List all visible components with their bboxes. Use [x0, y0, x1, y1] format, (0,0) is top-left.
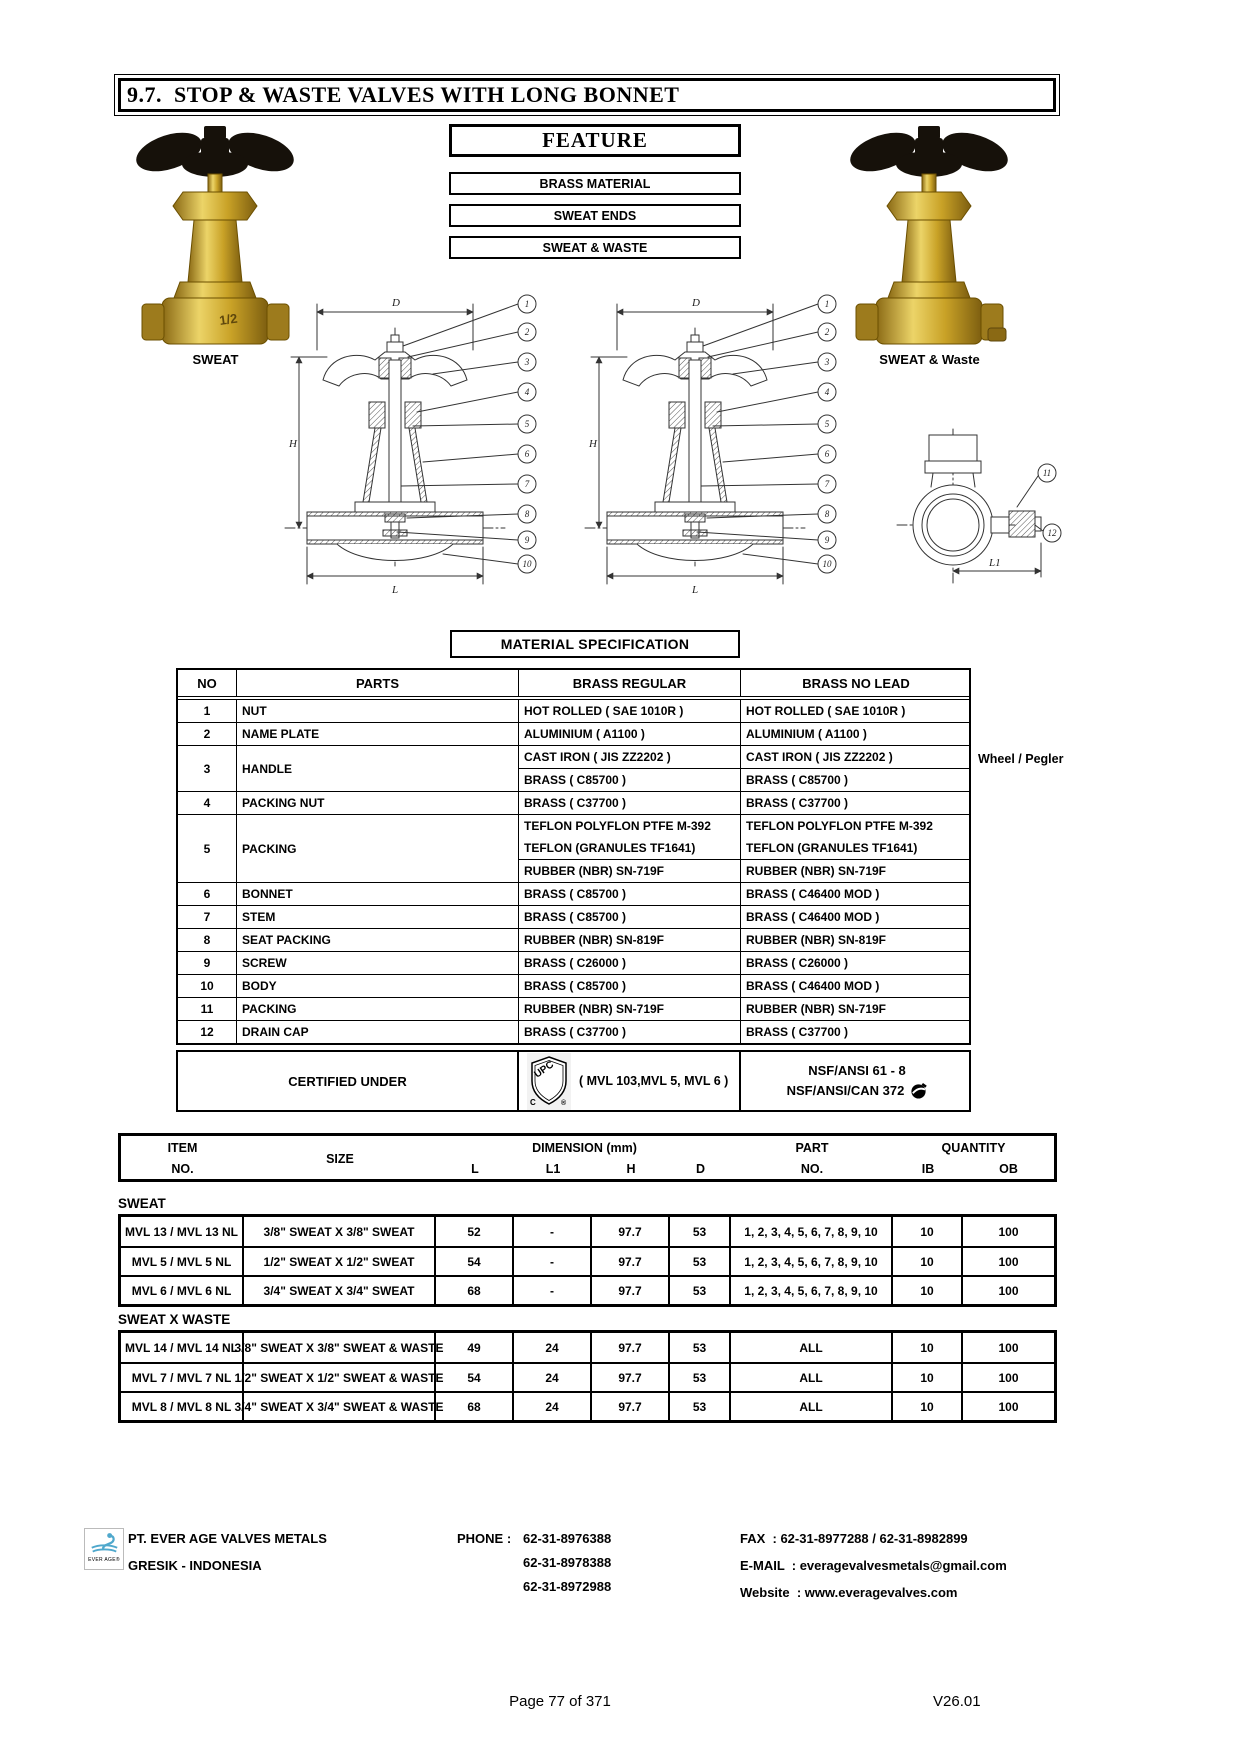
valve-diagram-sweat-waste	[545, 262, 855, 602]
material-line: RUBBER (NBR) SN-719F	[524, 1002, 665, 1016]
email-line: E-MAIL : everagevalvesmetals@gmail.com	[740, 1558, 1007, 1573]
callout-number: 1	[824, 299, 830, 309]
material-spec-row	[178, 722, 969, 745]
callout-number: 10	[522, 559, 532, 569]
part-number-cell: 2	[178, 723, 237, 745]
material-line: BRASS ( C46400 MOD )	[746, 979, 880, 993]
material-line: BRASS ( C85700 )	[746, 773, 849, 787]
fax-line: FAX : 62-31-8977288 / 62-31-8982899	[740, 1531, 968, 1546]
packing-nut	[887, 192, 971, 220]
material-line: BRASS ( C85700 )	[524, 773, 627, 787]
callout-number: 10	[822, 559, 832, 569]
material-brass-regular-cell	[519, 929, 741, 951]
callout-number: 7	[824, 479, 830, 489]
item-cell: 3/4" SWEAT X 3/4" SWEAT & WASTE	[244, 1393, 436, 1420]
item-cell: 53	[670, 1364, 731, 1391]
material-brass-no-lead-cell	[741, 998, 971, 1020]
material-brass-regular-cell	[519, 723, 741, 745]
callout-number: 2	[524, 327, 530, 337]
material-subrow	[741, 815, 971, 859]
material-spec-row	[178, 997, 969, 1020]
material-spec-row	[178, 1020, 969, 1043]
material-brass-no-lead-cell	[741, 746, 971, 791]
item-row	[121, 1246, 1054, 1275]
item-cell: MVL 14 / MVL 14 NL	[121, 1333, 244, 1362]
material-brass-no-lead-cell	[741, 975, 971, 997]
item-cell: 1/2" SWEAT X 1/2" SWEAT	[244, 1248, 436, 1275]
photo-label-sweat-waste: SWEAT & Waste	[879, 352, 980, 367]
feature-item: SWEAT & WASTE	[449, 236, 741, 259]
callout-number: 9	[524, 535, 530, 545]
material-brass-no-lead-cell	[741, 792, 971, 814]
part-name-cell: BONNET	[237, 883, 519, 905]
material-subrow	[519, 998, 740, 1020]
item-cell: 1, 2, 3, 4, 5, 6, 7, 8, 9, 10	[731, 1217, 893, 1246]
material-subrow	[519, 723, 740, 745]
callout-number: 11	[1042, 468, 1052, 478]
phone-number-list	[523, 1531, 611, 1603]
feature-item: SWEAT ENDS	[449, 204, 741, 227]
material-spec-row	[178, 700, 969, 722]
item-cell: 53	[670, 1393, 731, 1420]
callout-number: 12	[1047, 528, 1057, 538]
item-cell: 100	[998, 1370, 1019, 1385]
part-number-cell: 5	[178, 815, 237, 882]
item-table-sweat	[118, 1214, 1057, 1307]
material-line: BRASS ( C85700 )	[524, 979, 627, 993]
col-quantity: QUANTITY	[941, 1141, 1006, 1155]
dim-label-h: H	[589, 438, 597, 450]
material-spec-rows	[178, 700, 969, 1043]
nsf-mark-icon	[910, 1082, 927, 1099]
dim-label-d: D	[392, 297, 400, 309]
col-qty-ob: OB	[999, 1162, 1018, 1176]
col-part-no: NO.	[800, 1162, 824, 1176]
part-name-cell: BODY	[237, 975, 519, 997]
item-cell: -	[514, 1217, 592, 1246]
part-number-cell: 11	[178, 998, 237, 1020]
callout-number: 3	[524, 357, 530, 367]
item-cell: MVL 7 / MVL 7 NL	[121, 1364, 244, 1391]
material-line: ALUMINIUM ( A1100 )	[746, 727, 867, 741]
item-cell: 100	[998, 1254, 1019, 1269]
material-subrow	[741, 883, 971, 905]
upc-letters: UPC	[532, 1058, 557, 1080]
matspec-col-no: NO	[178, 670, 237, 696]
part-number-cell: 10	[178, 975, 237, 997]
item-cell: 68	[436, 1393, 514, 1420]
material-spec-row	[178, 882, 969, 905]
item-cell: MVL 8 / MVL 8 NL	[121, 1393, 244, 1420]
material-spec-row	[178, 905, 969, 928]
valve-size-marking: 1/2	[218, 310, 239, 328]
material-subrow	[519, 768, 740, 791]
item-cell: 97.7	[592, 1248, 670, 1275]
handwheel-black	[845, 125, 1012, 178]
material-subrow	[741, 723, 971, 745]
material-brass-no-lead-cell	[741, 723, 971, 745]
bonnet-collar	[888, 282, 970, 298]
material-line: BRASS ( C26000 )	[746, 956, 849, 970]
certification-strip	[176, 1050, 971, 1112]
item-cell: 53	[670, 1333, 731, 1362]
sweat-port-left	[142, 304, 164, 340]
material-subrow	[741, 998, 971, 1020]
material-subrow	[519, 746, 740, 768]
dim-label-l: L	[692, 584, 699, 596]
part-name-cell: HANDLE	[237, 746, 519, 791]
part-name-cell: NUT	[237, 700, 519, 722]
logo-caption: EVER AGE®	[88, 1557, 120, 1563]
item-row	[121, 1362, 1054, 1391]
item-cell: 68	[436, 1277, 514, 1304]
item-cell: ALL	[731, 1333, 893, 1362]
material-line: RUBBER (NBR) SN-819F	[746, 933, 887, 947]
material-brass-regular-cell	[519, 746, 741, 791]
part-number-cell: 9	[178, 952, 237, 974]
material-subrow	[741, 746, 971, 768]
material-spec-row	[178, 974, 969, 997]
cert-standard: NSF/ANSI/CAN 372	[786, 1083, 905, 1098]
part-name-cell: PACKING	[237, 998, 519, 1020]
item-cell: 1, 2, 3, 4, 5, 6, 7, 8, 9, 10	[731, 1277, 893, 1304]
part-name-cell: SCREW	[237, 952, 519, 974]
item-cell: 24	[514, 1364, 592, 1391]
material-subrow	[519, 792, 740, 814]
material-line: BRASS ( C46400 MOD )	[746, 887, 880, 901]
upc-shield-icon	[527, 1053, 571, 1110]
dim-label-l1: L1	[989, 557, 1001, 569]
part-number-cell: 7	[178, 906, 237, 928]
item-cell: -	[514, 1277, 592, 1304]
material-subrow	[741, 700, 971, 722]
material-line: TEFLON (GRANULES TF1641)	[746, 841, 918, 855]
valve-stem	[922, 174, 936, 192]
item-cell: MVL 6 / MVL 6 NL	[121, 1277, 244, 1304]
material-spec-row	[178, 814, 969, 882]
callout-number: 5	[524, 419, 530, 429]
dim-label-l: L	[392, 584, 399, 596]
material-spec-row	[178, 745, 969, 791]
waste-drain-cap	[988, 328, 1006, 341]
item-cell: 10	[893, 1277, 963, 1304]
part-name-cell: NAME PLATE	[237, 723, 519, 745]
certification-standards-cell	[741, 1052, 973, 1110]
item-cell: 10	[893, 1217, 963, 1246]
item-cell: 54	[436, 1364, 514, 1391]
item-cell: 3/8" SWEAT X 3/8" SWEAT & WASTE	[244, 1333, 436, 1362]
material-brass-regular-cell	[519, 700, 741, 722]
matspec-col-parts: PARTS	[237, 670, 519, 696]
item-row	[121, 1275, 1054, 1304]
part-number-cell: 8	[178, 929, 237, 951]
material-subrow	[519, 906, 740, 928]
item-cell: 54	[436, 1248, 514, 1275]
item-table-header	[118, 1133, 1057, 1182]
material-line: ALUMINIUM ( A1100 )	[524, 727, 645, 741]
phone-number: 62-31-8978388	[523, 1555, 612, 1570]
material-spec-row	[178, 928, 969, 951]
item-row	[121, 1333, 1054, 1362]
material-line: TEFLON POLYFLON PTFE M-392	[746, 819, 933, 833]
callout-number: 9	[824, 535, 830, 545]
callout-number: 6	[524, 449, 530, 459]
material-line: BRASS ( C85700 )	[524, 910, 627, 924]
matspec-col-brass-no-lead: BRASS NO LEAD	[802, 675, 910, 691]
item-cell: 53	[670, 1248, 731, 1275]
part-name-cell: STEM	[237, 906, 519, 928]
feature-panel	[449, 124, 741, 268]
item-cell: -	[514, 1248, 592, 1275]
material-subrow	[519, 883, 740, 905]
material-brass-no-lead-cell	[741, 906, 971, 928]
item-cell: MVL 5 / MVL 5 NL	[121, 1248, 244, 1275]
col-item: ITEM	[167, 1141, 198, 1155]
col-dim-l1: L1	[545, 1162, 561, 1176]
material-line: RUBBER (NBR) SN-719F	[746, 864, 887, 878]
callout-number: 8	[824, 509, 830, 519]
material-brass-regular-cell	[519, 952, 741, 974]
col-dim-h: H	[626, 1162, 636, 1176]
wheel-pegler-note: Wheel / Pegler	[978, 752, 1064, 766]
material-spec-table	[176, 668, 971, 1045]
material-subrow	[741, 929, 971, 951]
material-brass-regular-cell	[519, 906, 741, 928]
cert-standard: NSF/ANSI 61 - 8	[808, 1063, 906, 1078]
material-subrow	[519, 700, 740, 722]
item-cell: 24	[514, 1393, 592, 1420]
material-subrow	[519, 975, 740, 997]
material-subrow	[519, 1021, 740, 1043]
material-brass-no-lead-cell	[741, 883, 971, 905]
callout-number: 2	[824, 327, 830, 337]
item-cell: 100	[998, 1340, 1019, 1355]
material-brass-regular-cell	[519, 998, 741, 1020]
material-spec-row	[178, 791, 969, 814]
callout-number: 4	[824, 387, 830, 397]
certified-models: ( MVL 103,MVL 5, MVL 6 )	[579, 1074, 729, 1088]
material-subrow	[741, 906, 971, 928]
item-cell: 3/8" SWEAT X 3/8" SWEAT	[244, 1217, 436, 1246]
valve-photo-sweat-waste-image	[842, 112, 1017, 352]
item-cell: 53	[670, 1217, 731, 1246]
item-cell: 10	[893, 1333, 963, 1362]
material-subrow	[519, 952, 740, 974]
item-row	[121, 1391, 1054, 1420]
material-line: BRASS ( C85700 )	[524, 887, 627, 901]
material-line: BRASS ( C46400 MOD )	[746, 910, 880, 924]
item-cell: 52	[436, 1217, 514, 1246]
dim-label-d: D	[692, 297, 700, 309]
bonnet-collar	[174, 282, 256, 298]
material-brass-regular-cell	[519, 792, 741, 814]
callout-number: 3	[824, 357, 830, 367]
col-part: PART	[795, 1141, 829, 1155]
material-subrow	[741, 952, 971, 974]
phone-number: 62-31-8976388	[523, 1531, 612, 1546]
col-dim-d: D	[695, 1162, 706, 1176]
dim-label-h: H	[289, 438, 297, 450]
material-line: BRASS ( C37700 )	[746, 796, 849, 810]
certified-under-label: CERTIFIED UNDER	[178, 1052, 519, 1110]
packing-nut	[173, 192, 257, 220]
upc-c-mark: C	[530, 1097, 536, 1106]
part-name-cell: DRAIN CAP	[237, 1021, 519, 1043]
part-number-cell: 12	[178, 1021, 237, 1043]
section-label-sweat: SWEAT	[118, 1196, 166, 1211]
item-row	[121, 1217, 1054, 1246]
feature-item: BRASS MATERIAL	[449, 172, 741, 195]
material-line: BRASS ( C37700 )	[746, 1025, 849, 1039]
material-line: BRASS ( C37700 )	[524, 1025, 627, 1039]
item-cell: 49	[436, 1333, 514, 1362]
valve-body	[876, 298, 982, 344]
feature-heading: FEATURE	[449, 124, 741, 157]
callout-number: 7	[524, 479, 530, 489]
material-subrow	[519, 859, 740, 882]
item-cell: 10	[893, 1393, 963, 1420]
item-cell: 97.7	[592, 1333, 670, 1362]
material-subrow	[741, 1021, 971, 1043]
valve-stem	[208, 174, 222, 192]
col-dim-l: L	[471, 1162, 479, 1176]
material-brass-no-lead-cell	[741, 700, 971, 722]
item-cell: 1/2" SWEAT X 1/2" SWEAT & WASTE	[244, 1364, 436, 1391]
material-brass-regular-cell	[519, 1021, 741, 1043]
material-subrow	[741, 975, 971, 997]
material-brass-regular-cell	[519, 815, 741, 882]
handwheel-black	[131, 125, 298, 178]
material-subrow	[741, 792, 971, 814]
item-cell: MVL 13 / MVL 13 NL	[121, 1217, 244, 1246]
item-cell: 97.7	[592, 1364, 670, 1391]
item-cell: 97.7	[592, 1393, 670, 1420]
col-qty-ib: IB	[921, 1162, 935, 1176]
feature-item-list	[449, 172, 741, 259]
company-name: PT. EVER AGE VALVES METALS	[128, 1531, 327, 1546]
item-cell: 53	[670, 1277, 731, 1304]
material-brass-no-lead-cell	[741, 929, 971, 951]
col-dimension: DIMENSION (mm)	[532, 1141, 637, 1155]
item-cell: 100	[998, 1224, 1019, 1239]
callout-number: 6	[824, 449, 830, 459]
material-line: BRASS ( C37700 )	[524, 796, 627, 810]
callout-number: 5	[824, 419, 830, 429]
material-subrow	[741, 768, 971, 791]
item-cell: 97.7	[592, 1217, 670, 1246]
item-cell: 100	[998, 1399, 1019, 1414]
material-line: CAST IRON ( JIS ZZ2202 )	[524, 750, 671, 764]
material-subrow	[519, 815, 740, 859]
material-line: BRASS ( C26000 )	[524, 956, 627, 970]
page-title: 9.7. STOP & WASTE VALVES WITH LONG BONNET	[118, 78, 1056, 112]
company-city: GRESIK - INDONESIA	[128, 1558, 262, 1573]
material-spec-heading: MATERIAL SPECIFICATION	[450, 630, 740, 658]
version-label: V26.01	[933, 1693, 981, 1710]
item-cell: 1, 2, 3, 4, 5, 6, 7, 8, 9, 10	[731, 1248, 893, 1275]
long-bonnet	[902, 220, 956, 282]
part-number-cell: 4	[178, 792, 237, 814]
valve-photo-sweat-waste	[842, 112, 1017, 352]
item-table-sweat-x-waste	[118, 1330, 1057, 1423]
matspec-col-brass-regular: BRASS REGULAR	[519, 670, 741, 696]
col-item-no: NO.	[171, 1162, 194, 1176]
material-line: RUBBER (NBR) SN-819F	[524, 933, 665, 947]
material-brass-no-lead-cell	[741, 1021, 971, 1043]
material-spec-row	[178, 951, 969, 974]
part-name-cell: PACKING NUT	[237, 792, 519, 814]
item-cell: ALL	[731, 1364, 893, 1391]
part-number-cell: 3	[178, 746, 237, 791]
valve-diagram-sweat	[245, 262, 555, 602]
material-subrow	[741, 859, 971, 882]
item-section-sweat	[118, 1196, 1057, 1307]
material-line: TEFLON POLYFLON PTFE M-392	[524, 819, 711, 833]
page-number: Page 77 of 371	[509, 1693, 611, 1710]
material-line: HOT ROLLED ( SAE 1010R )	[524, 704, 684, 718]
item-cell: ALL	[731, 1393, 893, 1420]
callout-number: 1	[524, 299, 530, 309]
item-cell: 100	[998, 1283, 1019, 1298]
material-line: CAST IRON ( JIS ZZ2202 )	[746, 750, 893, 764]
material-spec-header-row	[178, 670, 969, 700]
side-view-diagram	[895, 425, 1065, 595]
part-name-cell: PACKING	[237, 815, 519, 882]
material-brass-no-lead-cell	[741, 815, 971, 882]
ever-age-swan-icon	[88, 1531, 120, 1557]
long-bonnet	[188, 220, 242, 282]
item-section-sweat-x-waste	[118, 1312, 1057, 1423]
material-brass-no-lead-cell	[741, 952, 971, 974]
phone-number: 62-31-8972988	[523, 1579, 612, 1594]
item-cell: 24	[514, 1333, 592, 1362]
company-logo	[84, 1528, 124, 1570]
col-size: SIZE	[326, 1152, 354, 1166]
callout-number: 8	[524, 509, 530, 519]
item-cell: 10	[893, 1248, 963, 1275]
material-line: RUBBER (NBR) SN-719F	[746, 1002, 887, 1016]
material-subrow	[519, 929, 740, 951]
material-line: HOT ROLLED ( SAE 1010R )	[746, 704, 906, 718]
photo-label-sweat: SWEAT	[192, 352, 239, 367]
sweat-port-left	[856, 304, 878, 340]
material-brass-regular-cell	[519, 975, 741, 997]
part-number-cell: 1	[178, 700, 237, 722]
upc-r-mark: ®	[561, 1099, 567, 1106]
material-line: TEFLON (GRANULES TF1641)	[524, 841, 696, 855]
part-name-cell: SEAT PACKING	[237, 929, 519, 951]
material-line: RUBBER (NBR) SN-719F	[524, 864, 665, 878]
phone-label: PHONE :	[457, 1531, 512, 1546]
item-cell: 97.7	[592, 1277, 670, 1304]
material-brass-regular-cell	[519, 883, 741, 905]
certification-models-cell	[519, 1052, 741, 1110]
website-line: Website : www.everagevalves.com	[740, 1585, 958, 1600]
item-cell: 3/4" SWEAT X 3/4" SWEAT	[244, 1277, 436, 1304]
callout-number: 4	[524, 387, 530, 397]
section-label-sweat-x-waste: SWEAT X WASTE	[118, 1312, 231, 1327]
part-number-cell: 6	[178, 883, 237, 905]
item-cell: 10	[893, 1364, 963, 1391]
